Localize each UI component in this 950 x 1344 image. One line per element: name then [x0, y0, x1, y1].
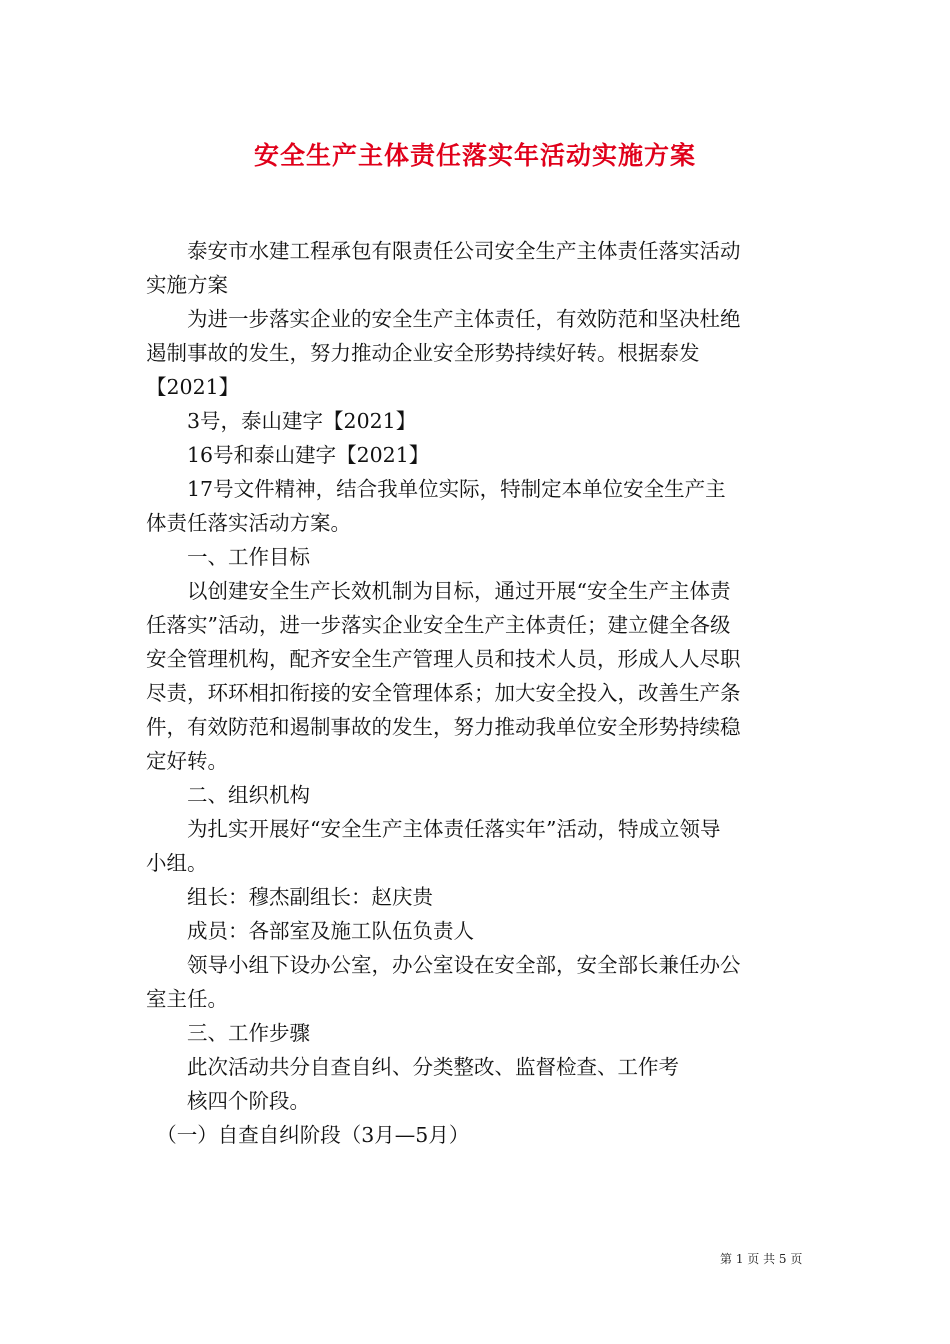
paragraph-line: 16号和泰山建字【2021】 — [146, 443, 430, 467]
page-number: 第 1 页 共 5 页 — [720, 1252, 803, 1266]
paragraph-line: 组长：穆杰副组长：赵庆贵 — [146, 885, 433, 909]
paragraph-line: 以创建安全生产长效机制为目标，通过开展“安全生产主体责 — [146, 579, 731, 603]
section-heading: 一、工作目标 — [146, 545, 310, 569]
section-heading: 三、工作步骤 — [146, 1021, 310, 1045]
paragraph-line: 此次活动共分自查自纠、分类整改、监督检查、工作考 — [146, 1055, 679, 1079]
paragraph-line: 任落实”活动，进一步落实企业安全生产主体责任；建立健全各级 — [146, 613, 731, 637]
paragraph-line: 3号，泰山建字【2021】 — [146, 409, 417, 433]
subsection-heading: （一）自查自纠阶段（3月—5月） — [146, 1123, 470, 1147]
paragraph-line: 泰安市水建工程承包有限责任公司安全生产主体责任落实活动 — [146, 239, 741, 263]
paragraph-line: 遏制事故的发生，努力推动企业安全形势持续好转。根据泰发 — [146, 341, 700, 365]
paragraph-line: 【2021】 — [146, 375, 240, 399]
paragraph-line: 室主任。 — [146, 987, 228, 1011]
paragraph-line: 17号文件精神，结合我单位实际，特制定本单位安全生产主 — [146, 477, 726, 501]
document-body — [146, 234, 806, 1152]
paragraph-line: 成员：各部室及施工队伍负责人 — [146, 919, 474, 943]
paragraph-line: 安全管理机构，配齐安全生产管理人员和技术人员，形成人人尽职 — [146, 647, 741, 671]
paragraph-line: 尽责，环环相扣衔接的安全管理体系；加大安全投入，改善生产条 — [146, 681, 741, 705]
paragraph-line: 小组。 — [146, 851, 208, 875]
paragraph-line: 实施方案 — [146, 273, 228, 297]
paragraph-line: 为进一步落实企业的安全生产主体责任，有效防范和坚决杜绝 — [146, 307, 741, 331]
section-heading: 二、组织机构 — [146, 783, 310, 807]
paragraph-line: 核四个阶段。 — [146, 1089, 310, 1113]
paragraph-line: 体责任落实活动方案。 — [146, 511, 351, 535]
paragraph-line: 领导小组下设办公室，办公室设在安全部，安全部长兼任办公 — [146, 953, 741, 977]
paragraph-line: 件，有效防范和遏制事故的发生，努力推动我单位安全形势持续稳 — [146, 715, 741, 739]
paragraph-line: 为扎实开展好“安全生产主体责任落实年”活动，特成立领导 — [146, 817, 721, 841]
paragraph-line: 定好转。 — [146, 749, 228, 773]
document-title: 安全生产主体责任落实年活动实施方案 — [253, 141, 696, 170]
